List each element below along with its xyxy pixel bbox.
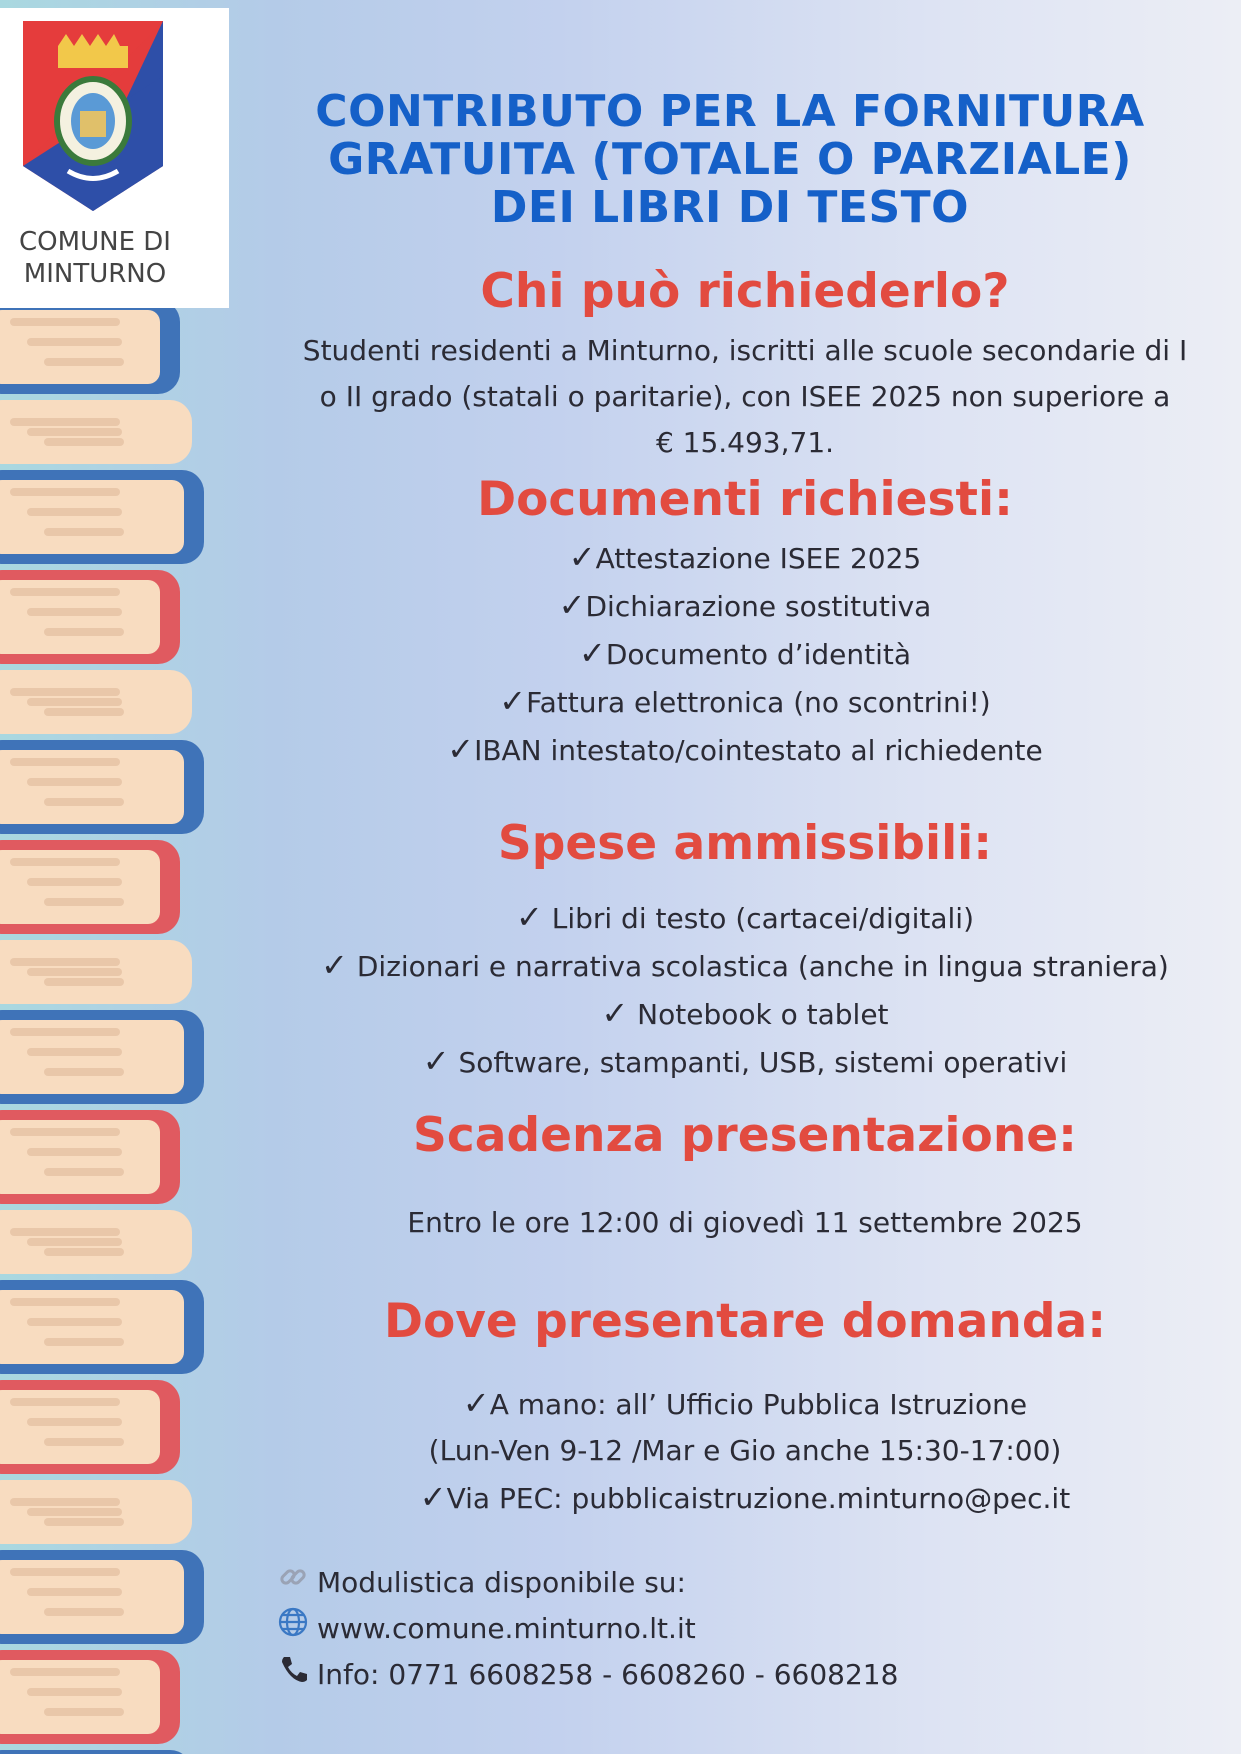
page-line [44, 1248, 124, 1256]
check-icon: ✓ [422, 1042, 450, 1080]
page-line [27, 428, 122, 436]
list-item: ✓IBAN intestato/cointestato al richiedente [447, 730, 1043, 768]
page-line [10, 1228, 120, 1236]
check-icon: ✓ [499, 682, 527, 720]
list-item: ✓Dichiarazione sostitutiva [558, 586, 932, 624]
eligibility-line-3: € 15.493,71. [655, 426, 835, 459]
page-line [10, 418, 120, 426]
page-line [27, 778, 122, 786]
heading-spese: Spese ammissibili: [497, 816, 993, 871]
website-row [275, 1606, 975, 1652]
page-line [44, 1338, 124, 1346]
page-line [10, 588, 120, 596]
check-icon: ✓ [516, 898, 543, 936]
book [0, 1750, 192, 1754]
modulistica-row: Modulistica disponibile su: [275, 1560, 975, 1606]
title-line-2: GRATUITA (TOTALE O PARZIALE) [328, 134, 1132, 185]
globe-icon [275, 1606, 311, 1652]
eligibility-line-2: o II grado (statali o paritarie), con ISEE 2025 non superiore a [319, 380, 1171, 413]
logo-line-1: COMUNE DI [19, 227, 171, 257]
page-line [44, 708, 124, 716]
page-line [27, 968, 122, 976]
check-icon: ✓ [558, 586, 586, 624]
page-line [27, 1148, 122, 1156]
page-line [10, 1668, 120, 1676]
submission-info [255, 1380, 1235, 1522]
footer-info [275, 1560, 975, 1698]
logo-caption [0, 226, 190, 290]
page-line [10, 1298, 120, 1306]
page-line [10, 1128, 120, 1136]
page-line [44, 1068, 124, 1076]
expenses-list [255, 894, 1235, 1086]
page-line [27, 508, 122, 516]
page-line [27, 1048, 122, 1056]
page-line [27, 1418, 122, 1426]
phone-row: Info: 0771 6608258 - 6608260 - 6608218 [275, 1652, 975, 1698]
page-line [27, 878, 122, 886]
flyer-title [255, 88, 1205, 232]
page-line [27, 698, 122, 706]
heading-chi: Chi può richiederlo? [480, 264, 1010, 319]
page-line [44, 628, 124, 636]
documents-list [255, 534, 1235, 774]
page-line [27, 1508, 122, 1516]
heading-documenti: Documenti richiesti: [477, 472, 1013, 527]
heading-dove: Dove presentare domanda: [383, 1294, 1107, 1349]
page-line [10, 318, 120, 326]
page-line [10, 488, 120, 496]
submission-pec: ✓Via PEC: pubblicaistruzione.minturno@pec.it [419, 1478, 1071, 1516]
list-item: ✓Attestazione ISEE 2025 [568, 538, 922, 576]
page-line [10, 758, 120, 766]
page-line [44, 438, 124, 446]
check-icon: ✓ [447, 730, 475, 768]
logo-panel [0, 8, 229, 308]
municipal-crest-icon [18, 16, 168, 216]
page-line [44, 898, 124, 906]
page-line [44, 978, 124, 986]
title-line-1: CONTRIBUTO PER LA FORNITURA [315, 86, 1145, 137]
book-stack-illustration [0, 300, 260, 1754]
page-line [27, 1588, 122, 1596]
list-item: ✓ Libri di testo (cartacei/digitali) [516, 898, 974, 936]
list-item: ✓ Dizionari e narrativa scolastica (anche in lingua straniera) [321, 946, 1169, 984]
phone-icon [275, 1652, 311, 1698]
page-line [10, 858, 120, 866]
page-line [27, 338, 122, 346]
page-line [10, 1568, 120, 1576]
deadline-text: Entro le ore 12:00 di giovedì 11 settembre 2025 [407, 1206, 1083, 1239]
title-line-3: DEI LIBRI DI TESTO [490, 182, 970, 233]
submission-hand: ✓A mano: all’ Ufficio Pubblica Istruzione [462, 1384, 1028, 1422]
heading-scadenza: Scadenza presentazione: [413, 1108, 1077, 1163]
eligibility-text [255, 328, 1235, 466]
page-line [27, 1238, 122, 1246]
submission-hours: (Lun-Ven 9-12 /Mar e Gio anche 15:30-17:00) [428, 1434, 1062, 1467]
list-item: ✓Fattura elettronica (no scontrini!) [499, 682, 991, 720]
page-line [27, 608, 122, 616]
list-item: ✓ Notebook o tablet [601, 994, 889, 1032]
check-icon: ✓ [601, 994, 629, 1032]
page-line [10, 1498, 120, 1506]
check-icon: ✓ [568, 538, 596, 576]
page-line [10, 958, 120, 966]
website-link[interactable]: www.comune.minturno.lt.it [317, 1612, 696, 1645]
check-icon: ✓ [419, 1478, 447, 1516]
page-line [44, 1438, 124, 1446]
check-icon: ✓ [579, 634, 606, 672]
page-line [27, 1318, 122, 1326]
page-line [44, 1608, 124, 1616]
list-item: ✓ Software, stampanti, USB, sistemi operativi [422, 1042, 1068, 1080]
page-line [44, 528, 124, 536]
page-line [10, 1028, 120, 1036]
page-line [44, 798, 124, 806]
check-icon: ✓ [321, 946, 348, 984]
page-line [27, 1688, 122, 1696]
page-line [44, 1168, 124, 1176]
page-line [10, 1398, 120, 1406]
eligibility-line-1: Studenti residenti a Minturno, iscritti alle scuole secondarie di I [302, 334, 1188, 367]
check-icon: ✓ [462, 1384, 490, 1422]
list-item: ✓Documento d’identità [579, 634, 911, 672]
page-line [10, 688, 120, 696]
page-line [44, 1518, 124, 1526]
page-line [44, 1708, 124, 1716]
logo-line-2: MINTURNO [23, 259, 167, 289]
page-line [44, 358, 124, 366]
link-icon [275, 1560, 311, 1606]
